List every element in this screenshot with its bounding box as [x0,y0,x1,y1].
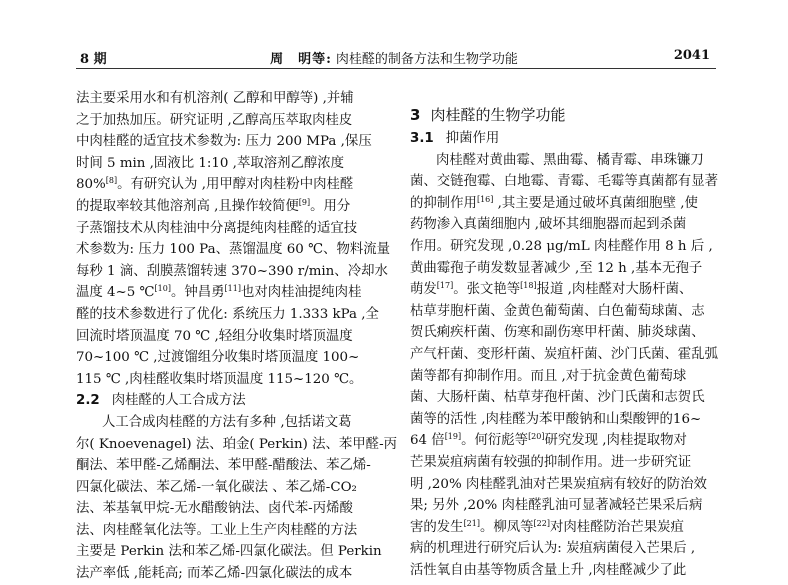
text-line [76,477,388,499]
line-text: 报道 ,肉桂醛对大肠杆菌、 [536,282,693,298]
line-text: 。何衍彪等 [461,433,529,449]
text-line [76,326,388,348]
citation: [11] [224,284,241,294]
line-text: 作用。研究发现 ,0.28 μg/mL 肉桂醛作用 8 h 后 , [410,238,713,254]
line-text: 之于加热加压。研究证明 ,乙醇高压萃取肉桂皮 [76,112,353,128]
text-line [410,538,718,560]
line-text: 中肉桂醛的适宜技术参数为: 压力 200 MPa ,保压 [76,134,372,150]
text-line [76,110,388,132]
line-text: 主要是 Perkin 法和苯乙烯-四氯化碳法。但 Perkin [76,544,382,560]
line-text: 每秒 1 滴、刮膜蒸馏转速 370~390 r/min、冷却水 [76,263,388,279]
section-number: 3.1 [410,131,434,146]
section-heading [76,390,388,412]
line-text: 酮法、苯甲醛-乙烯酮法、苯甲醛-醋酸法、苯乙烯- [76,458,371,474]
running-title [0,48,788,67]
text-line [410,322,718,344]
line-text: 。张文艳等 [453,282,521,298]
line-text: 果; 另外 ,20% 肉桂醛乳油可显著减轻芒果采后病 [410,498,703,514]
text-line [76,196,388,218]
line-text: 115 ℃ ,肉桂醛收集时塔顶温度 115~120 ℃。 [76,371,363,387]
citation: [19] [444,432,462,442]
line-text: 80% [76,177,106,193]
text-line [410,344,718,366]
text-line [76,153,388,175]
citation: [20] [528,432,545,442]
text-line [410,279,718,301]
line-text: 菌、交链孢霉、白地霉、青霉、毛霉等真菌都有显著 [410,174,718,190]
line-text: ,其主要是通过破坏真菌细胞壁 ,使 [493,195,698,211]
text-line [76,434,397,456]
text-line [76,131,388,153]
line-text: 对肉桂醛防治芒果炭疽 [549,519,684,535]
text-line [410,366,718,388]
text-line [76,282,388,304]
text-line [410,301,718,323]
line-text: 产气杆菌、变形杆菌、炭疽杆菌、沙门氏菌、霍乱弧 [410,346,718,362]
text-line [76,88,388,110]
line-text: 。有研究认为 ,用甲醇对肉桂粉中肉桂醛 [117,177,354,193]
text-line [410,452,718,474]
text-line [410,171,718,193]
text-line [410,150,718,172]
line-text: 回流时塔顶温度 70 ℃ ,轻组分收集时塔顶温度 [76,328,353,344]
left-column [76,88,397,585]
running-article-title: 肉桂醛的制备方法和生物学功能 [335,52,518,67]
text-line [76,563,388,585]
line-text: 人工合成肉桂醛的方法有多种 ,包括诺文葛 [102,414,352,430]
line-text: 枯草芽胞杆菌、金黄色葡萄菌、白色葡萄球菌、志 [410,303,705,319]
line-text: 时间 5 min ,固液比 1:10 ,萃取溶剂乙醇浓度 [76,155,345,171]
line-text: 研究发现 ,肉桂提取物对 [544,433,687,449]
line-text: 64 倍 [410,433,445,449]
text-line [76,498,388,520]
line-text: 70~100 ℃ ,过渡馏组分收集时塔顶温度 100~ [76,350,360,366]
text-line [76,218,388,240]
text-line [76,261,388,283]
line-text: 害的发生 [410,519,464,535]
text-line [76,304,388,326]
text-line [76,239,391,261]
line-text: 术参数为: 压力 100 Pa、蒸馏温度 60 ℃、物料流量 [76,242,391,258]
line-text: 。用分 [310,198,351,214]
right-column [410,88,718,581]
text-line [410,517,718,539]
line-text: 芒果炭疽病菌有较强的抑制作用。进一步研究证 [410,454,692,470]
line-text: 肉桂醛对黄曲霉、黑曲霉、橘青霉、串珠镰刀 [436,152,704,168]
text-line [76,520,388,542]
line-text: 萌发 [410,282,437,298]
page-number: 2041 [673,48,710,63]
text-line [76,347,388,369]
text-line [410,430,718,452]
text-line [76,455,388,477]
running-authors: 周 明等: [270,52,332,67]
section-title: 肉桂醛的生物学功能 [430,106,566,124]
line-text: 醛的技术参数进行了优化: 系统压力 1.333 kPa ,全 [76,306,379,322]
line-text: 活性氧自由基等物质含量上升 ,肉桂醛减少了此 [410,562,687,578]
line-text: 法主要采用水和有机溶剂( 乙醇和甲醇等) ,并辅 [76,91,354,106]
citation: [22] [533,518,550,528]
text-line [410,214,718,236]
section-heading [410,102,718,128]
line-text: 病的机理进行研究后认为: 炭疽病菌侵入芒果后 , [410,541,696,557]
section-title: 肉桂醛的人工合成方法 [111,393,246,409]
line-text: 黄曲霉孢子萌发数显著减少 ,至 12 h ,基本无孢子 [410,260,703,276]
line-text: 的抑制作用 [410,195,477,211]
text-line [76,412,388,434]
line-text: 药物渗入真菌细胞内 ,破坏其细胞器而起到杀菌 [410,217,687,233]
text-line [410,236,718,258]
line-text: 菌等的活性 ,肉桂醛为苯甲酸钠和山梨酸钾的16~ [410,411,702,427]
line-text: 尔( Knoevenagel) 法、珀金( Perkin) 法、苯甲醛-丙 [76,436,397,452]
text-line [410,258,718,280]
section-number: 2.2 [76,393,100,409]
page-header [0,0,788,68]
line-text: 。柳凤等 [479,519,534,535]
citation: [16] [476,194,494,204]
section-title: 抑菌作用 [445,131,500,146]
issue-number: 8 期 [80,52,107,67]
line-text: 四氯化碳法、苯乙烯-一氧化碳法 、苯乙烯-CO₂ [76,479,357,495]
text-line [76,369,388,391]
citation: [17] [436,281,454,291]
line-text: 也对肉桂油提纯肉桂 [240,285,362,301]
text-line [410,560,718,582]
line-text: 子蒸馏技术从肉桂油中分离提纯肉桂醛的适宜技 [76,220,358,236]
text-line [76,174,388,196]
text-line [76,541,388,563]
section-number: 3 [410,106,421,124]
line-text: 贺氏痢疾杆菌、伤寒和副伤寒甲杆菌、肺炎球菌、 [410,325,705,341]
line-text: 菌、大肠杆菌、枯草芽孢杆菌、沙门氏菌和志贺氏 [410,390,705,406]
line-text: 明 ,20% 肉桂醛乳油对芒果炭疽病有较好的防治效 [410,476,707,492]
citation: [10] [154,284,171,294]
text-line [410,193,718,215]
line-text: 法、肉桂醛氧化法等。工业上生产肉桂醛的方法 [76,522,358,538]
citation: [18] [520,281,537,291]
line-text: 。钟昌勇 [170,285,225,301]
text-line [410,495,718,517]
section-heading [410,128,718,150]
header-rule [76,68,716,69]
text-line [410,387,718,409]
citation: [21] [463,518,480,528]
line-text: 的提取率较其他溶剂高 ,且操作较简便 [76,198,299,214]
line-text: 温度 4~5 ℃ [76,285,155,301]
line-text: 菌等都有抑制作用。而且 ,对于抗金黄色葡萄球 [410,368,687,384]
line-text: 法产率低 ,能耗高; 而苯乙烯-四氯化碳法的成本 [76,566,353,582]
text-line [410,409,718,431]
citation: [9] [298,197,311,207]
text-line [410,474,718,496]
line-text: 法、苯基氧甲烷-无水醋酸钠法、卤代苯-丙烯酸 [76,501,353,517]
citation: [8] [105,176,118,186]
